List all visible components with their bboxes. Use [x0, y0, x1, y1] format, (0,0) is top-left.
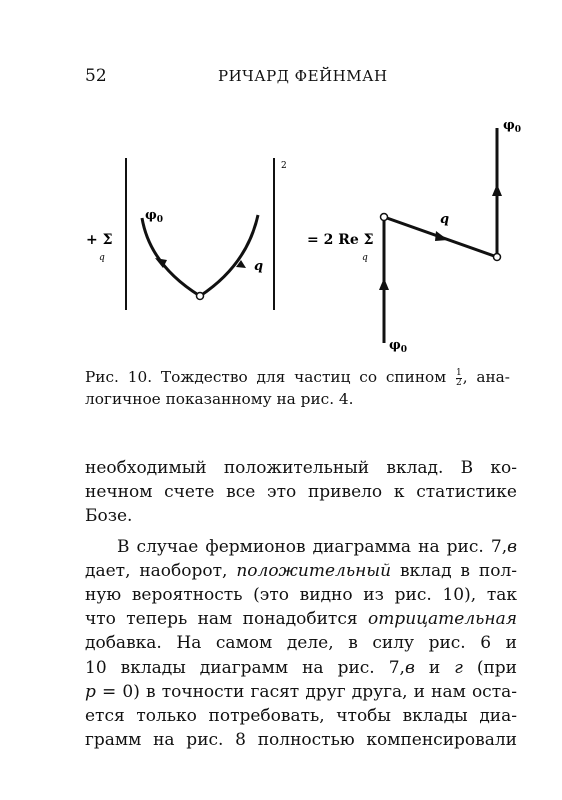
v-vertex	[197, 293, 204, 300]
z-vertex-right	[494, 254, 501, 261]
z-arrow-bottom	[379, 278, 389, 290]
figure-caption: Рис. 10. Тождество для частиц со спином $\frac{1}{2}$ , ана- логичное показанному на рис. 4.	[85, 367, 510, 408]
left-q-label: q	[254, 259, 264, 274]
right-sum-index: q	[362, 253, 368, 263]
right-equals-prefix: = 2 Re Σ	[307, 232, 374, 248]
right-phi-bottom-label: $\varphi_0$	[389, 338, 408, 355]
paragraph-2: В случае фермионов диаграмма на рис. 7,в дает, наоборот, положительный вклад в пол- ную вероятность (это видно из рис. 10), так что теперь нам понадобится отрицательная добавка. На самом деле, в силу рис. 6 и 10 вклады диаграмм на рис. 7,в и г (при p = 0) в точности гасят друг друга, и нам оста- ется только потребовать, чтобы вклады диа- грамм на рис. 8 полностью компенсировали	[85, 536, 518, 751]
z-arrow-top	[492, 184, 502, 196]
caption-text: Тождество для частиц со спином	[160, 368, 447, 386]
v-curve	[142, 215, 258, 296]
left-phi-label: $\varphi_0$	[145, 208, 164, 225]
page-header	[85, 66, 505, 92]
left-sum-prefix: + Σ	[86, 232, 113, 248]
body-text	[85, 456, 517, 752]
figure-10-diagram	[0, 110, 562, 360]
left-sum-index: q	[99, 253, 105, 263]
right-q-label: q	[440, 212, 450, 227]
z-arrow-middle	[435, 231, 448, 241]
running-title: РИЧАРД ФЕЙНМАН	[218, 67, 388, 85]
caption-line-2: логичное показанному на рис. 4.	[85, 390, 354, 408]
right-phi-top-label: $\varphi_0$	[503, 118, 522, 135]
abs-power: 2	[281, 161, 287, 171]
paragraph-1: необходимый положительный вклад. В ко- нечном счете все это привело к статистике Бозе.	[85, 458, 517, 527]
caption-prefix: Рис. 10.	[85, 368, 153, 386]
page-number: 52	[85, 66, 107, 86]
z-vertex-left	[381, 214, 388, 221]
caption-fraction: $\frac{1}{2}$	[455, 367, 462, 388]
